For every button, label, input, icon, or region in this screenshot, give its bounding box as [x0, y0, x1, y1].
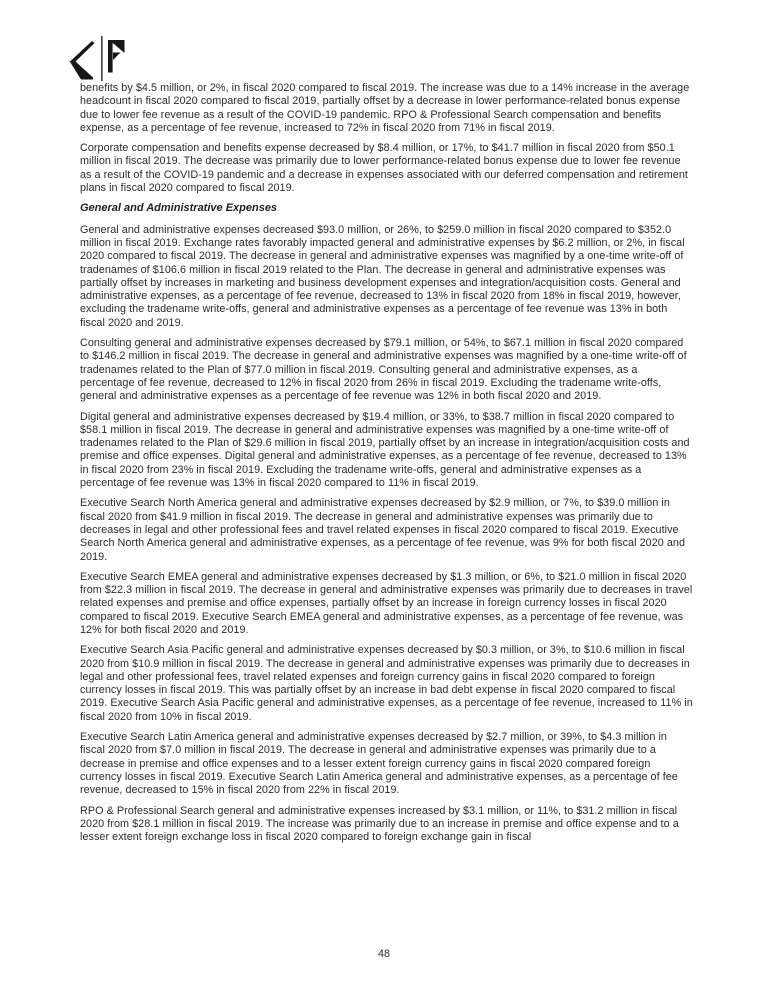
paragraph-ga-es-emea: Executive Search EMEA general and administrative expenses decreased by $1.3 million, or 6%, to $21.0 million in fiscal 2020 from $22.3 million in fiscal 2019. The decrease in general and administrative expenses was primarily due to decreases in travel related expenses and premise and office expenses, partially offset by an increase in foreign currency losses in fiscal 2020 compared to fiscal 2019. Executive Search EMEA general and administrative expenses, as a percentage of fee revenue, was 12% for both fiscal 2020 and 2019. — [80, 570, 693, 636]
section-heading: General and Administrative Expenses — [80, 202, 278, 215]
paragraph-corporate-compensation: Corporate compensation and benefits expense decreased by $8.4 million, or 17%, to $41.7 million in fiscal 2020 from $50.1 million in fiscal 2019. The decrease was primarily due to lower performance-related bonus expense due to lower fee revenue as a result of the COVID-19 pandemic and a decrease in expenses associated with our deferred compensation and retirement plans in fiscal 2020 compared to fiscal 2019. — [80, 142, 688, 195]
paragraph-ga-consulting: Consulting general and administrative expenses decreased by $79.1 million, or 54%, to $67.1 million in fiscal 2020 compared to $146.2 million in fiscal 2019. The decrease in general and administrative expenses was magnified by a one-time write-off of tradenames related to the Plan of $77.0 million in fiscal 2019. Consulting general and administrative expenses, as a percentage of fee revenue, decreased to 12% in fiscal 2020 from 26% in fiscal 2019. Excluding the tradename write-offs, general and administrative expenses as a percentage of fee revenue was 12% in both fiscal 2020 and 2019. — [80, 337, 687, 403]
kf-monogram-icon — [68, 36, 125, 81]
page-number: 48 — [377, 948, 390, 960]
document-body — [80, 82, 694, 851]
paragraph-ga-digital: Digital general and administrative expenses decreased by $19.4 million, or 33%, to $38.7 million in fiscal 2020 compared to $58.1 million in fiscal 2019. The decrease in general and administrative expenses was magnified by a one-time write-off of tradenames related to the Plan of $29.6 million in fiscal 2019, partially offset by an increase in integration/acquisition costs and premise and office expenses. Digital general and administrative expenses, as a percentage of fee revenue, decreased to 13% in fiscal 2020 from 23% in fiscal 2019. Excluding the tradename write-offs, general and administrative expenses as a percentage of fee revenue was 13% in fiscal 2020 compared to 11% in fiscal 2019. — [80, 410, 690, 490]
paragraph-ga-total: General and administrative expenses decreased $93.0 million, or 26%, to $259.0 million in fiscal 2020 compared to $352.0 million in fiscal 2019. Exchange rates favorably impacted general and administrative expenses by $6.2 million, or 2%, in fiscal 2020 compared to fiscal 2019. The decrease in general and administrative expenses was magnified by a one-time write-off of tradenames of $106.6 million in fiscal 2019 related to the Plan. The decrease in general and administrative expenses was partially offset by increases in marketing and business development expenses and integration/acquisition costs. General and administrative expenses, as a percentage of fee revenue, decreased to 13% in fiscal 2020 from 18% in fiscal 2019, however, excluding the tradename write-offs, general and administrative expenses as a percentage of fee revenue was 13% in both fiscal 2020 and 2019. — [80, 223, 685, 329]
paragraph-ga-es-latin-america: Executive Search Latin America general and administrative expenses decreased by $2.7 million, or 39%, to $4.3 million in fiscal 2020 from $7.0 million in fiscal 2019. The decrease in general and administrative expenses was primarily due to a decrease in premise and office expenses and to a lesser extent foreign currency gains in fiscal 2020 compared foreign currency losses in fiscal 2019. Executive Search Latin America general and administrative expenses, as a percentage of fee revenue, decreased to 15% in fiscal 2020 from 22% in fiscal 2019. — [80, 731, 678, 797]
korn-ferry-logo — [68, 36, 125, 81]
paragraph-ga-rpo: RPO & Professional Search general and administrative expenses increased by $3.1 million, or 11%, to $31.2 million in fiscal 2020 from $28.1 million in fiscal 2019. The increase was primarily due to an increase in premise and office expense and to a lesser extent foreign exchange loss in fiscal 2020 compared to foreign exchange gain in fiscal — [80, 804, 679, 844]
paragraph-ga-es-asia-pacific: Executive Search Asia Pacific general and administrative expenses decreased by $0.3 million, or 3%, to $10.6 million in fiscal 2020 from $10.9 million in fiscal 2019. The decrease in general and administrative expenses was primarily due to decreases in legal and other professional fees, travel related expenses and foreign currency gains in fiscal 2020 compared to foreign currency losses in fiscal 2019. This was partially offset by an increase in bad debt expense in fiscal 2020 compared to fiscal 2019. Executive Search Asia Pacific general and administrative expenses, as a percentage of fee revenue, increased to 11% in fiscal 2020 from 10% in fiscal 2019. — [80, 644, 693, 723]
paragraph-ga-es-north-america: Executive Search North America general and administrative expenses decreased by $2.9 million, or 7%, to $39.0 million in fiscal 2020 from $41.9 million in fiscal 2019. The decrease in general and administrative expenses was primarily due to decreases in legal and other professional fees and travel related expenses in fiscal 2020 compared to fiscal 2019. Executive Search North America general and administrative expenses, as a percentage of fee revenue, was 9% for both fiscal 2020 and 2019. — [80, 497, 686, 563]
paragraph-compensation-rpo: benefits by $4.5 million, or 2%, in fiscal 2020 compared to fiscal 2019. The increase was due to a 14% increase in the average headcount in fiscal 2020 compared to fiscal 2019, partially offset by a decrease in lower performance-related bonus expense due to lower fee revenue as a result of the COVID-19 pandemic. RPO & Professional Search compensation and benefits expense, as a percentage of fee revenue, increased to 72% in fiscal 2020 from 71% in fiscal 2019. — [80, 82, 690, 134]
